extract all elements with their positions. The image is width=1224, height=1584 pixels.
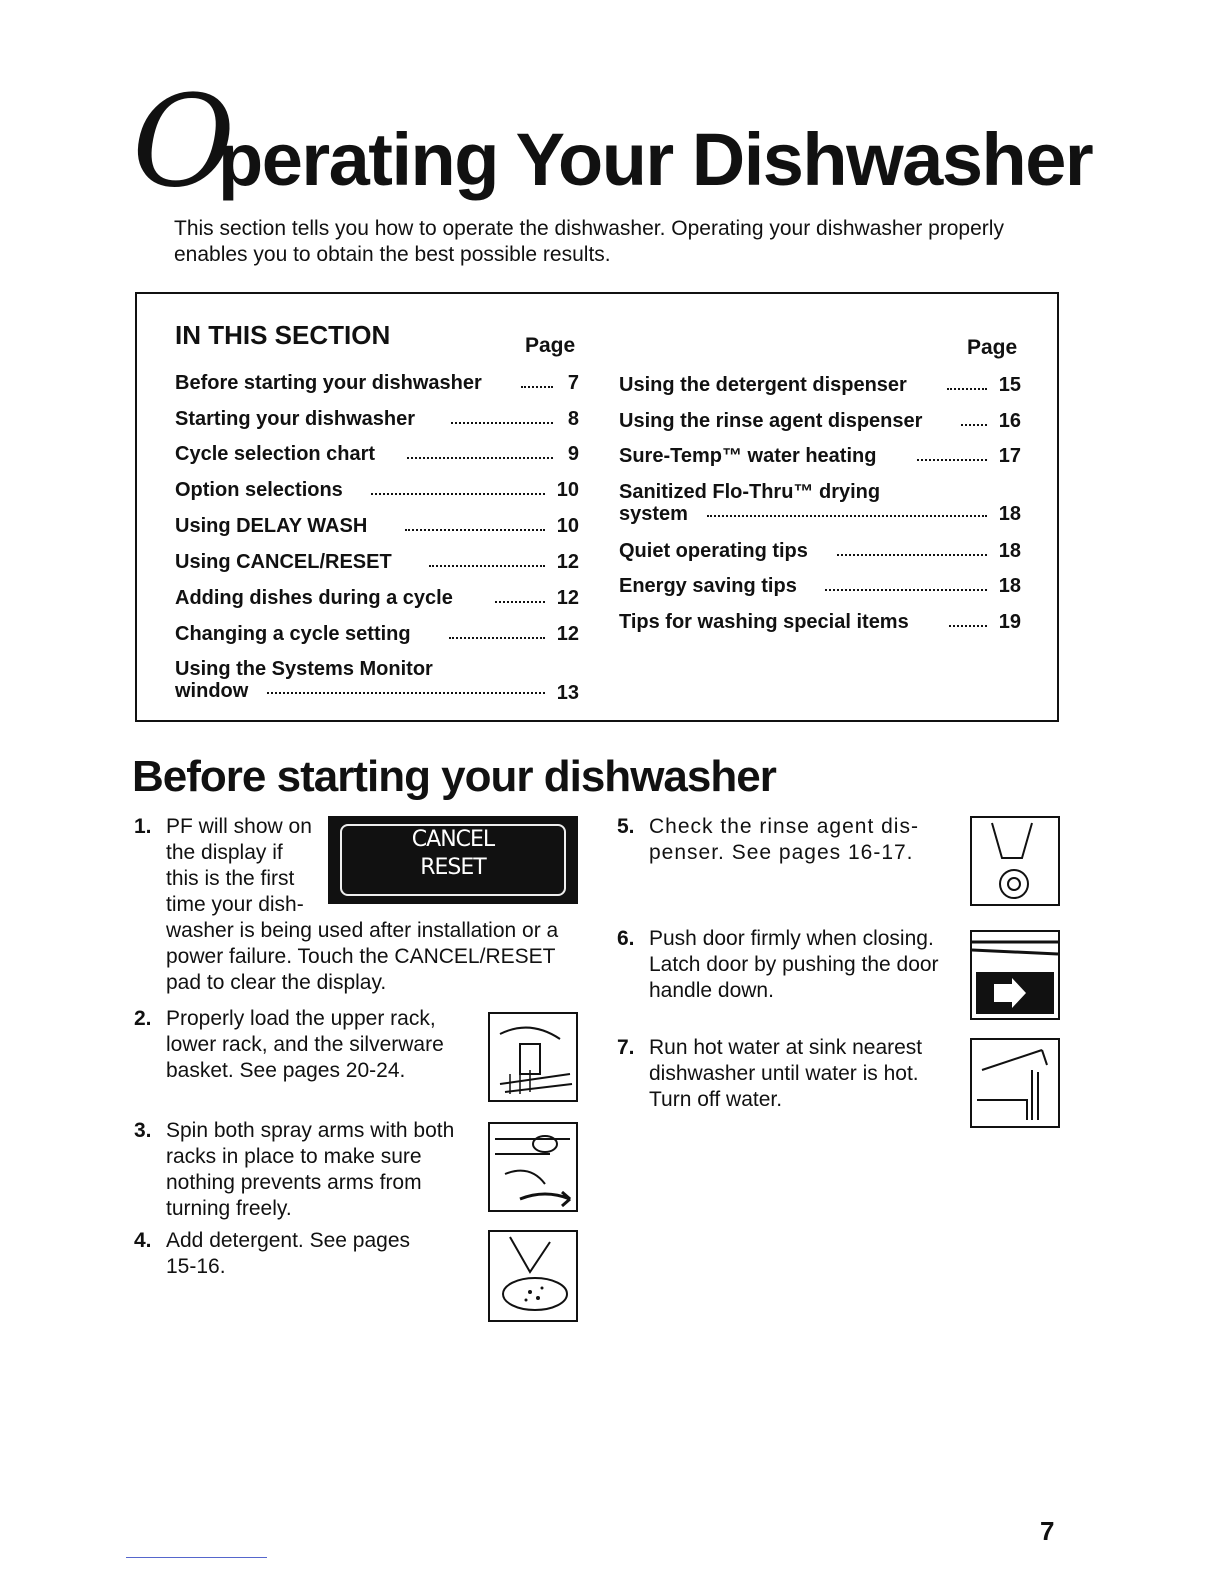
toc-entry-page: 18 xyxy=(998,540,1021,562)
title-text: perating Your Dishwasher xyxy=(218,118,1093,201)
in-this-section-box xyxy=(135,292,1059,722)
step-line: turning freely. xyxy=(166,1197,292,1220)
rinse-agent-icon xyxy=(972,818,1058,904)
toc-entry-page: 10 xyxy=(556,515,579,537)
toc-entry-page: 12 xyxy=(556,587,579,609)
toc-entry-label: Starting your dishwasher xyxy=(175,408,416,430)
toc-entry[interactable] xyxy=(175,658,579,704)
toc-entry[interactable] xyxy=(619,611,1021,634)
toc-entry[interactable] xyxy=(175,443,579,466)
cancel-reset-pad-image xyxy=(328,816,578,904)
toc-page-label-right: Page xyxy=(967,336,1018,359)
toc-entry[interactable] xyxy=(619,575,1021,598)
loading-racks-illustration xyxy=(488,1012,578,1102)
toc-entry[interactable] xyxy=(619,374,1021,397)
toc-entry-label: Cycle selection chart xyxy=(175,443,376,465)
title-initial: O xyxy=(132,68,232,215)
toc-entry-label: Using the rinse agent dispenser xyxy=(619,410,923,432)
step-line: Add detergent. See pages xyxy=(166,1229,411,1252)
section-heading: Before starting your dishwasher xyxy=(132,752,776,801)
toc-entry-page: 9 xyxy=(567,443,579,465)
step-line: Spin both spray arms with both xyxy=(166,1119,455,1142)
toc-entry-label-line2: system xyxy=(619,503,688,525)
toc-entry-page: 17 xyxy=(998,445,1021,467)
step-line: nothing prevents arms from xyxy=(166,1171,422,1194)
detergent-icon xyxy=(490,1232,576,1320)
toc-entry-label: Energy saving tips xyxy=(619,575,797,597)
step-line: dishwasher until water is hot. xyxy=(649,1062,919,1085)
step-line: 15-16. xyxy=(166,1255,226,1278)
toc-entry[interactable] xyxy=(175,408,579,431)
toc-entry-label-line2: window xyxy=(175,680,249,702)
toc-entry-label-line1: Using the Systems Monitor xyxy=(175,658,433,680)
toc-entry[interactable] xyxy=(175,515,579,538)
toc-entry[interactable] xyxy=(175,372,579,395)
step-line: Push door firmly when closing. xyxy=(649,927,934,950)
toc-entry[interactable] xyxy=(619,445,1021,468)
toc-entry-label: Before starting your dishwasher xyxy=(175,372,482,394)
step-line: pad to clear the display. xyxy=(166,971,387,994)
toc-entry-label: Option selections xyxy=(175,479,343,501)
step-number: 2. xyxy=(134,1007,152,1030)
toc-entry[interactable] xyxy=(175,551,579,574)
rack-icon xyxy=(490,1014,576,1100)
faucet-icon xyxy=(972,1040,1058,1126)
toc-entry-label: Tips for washing special items xyxy=(619,611,909,633)
page-number: 7 xyxy=(1040,1516,1055,1546)
step-line: handle down. xyxy=(649,979,774,1002)
step-number: 6. xyxy=(617,927,635,950)
toc-entry-page: 16 xyxy=(998,410,1021,432)
door-latch-illustration xyxy=(970,930,1060,1020)
page-title xyxy=(132,68,1093,215)
step-line: this is the first xyxy=(166,867,295,890)
step-line: Latch door by pushing the door xyxy=(649,953,939,976)
toc-entry[interactable] xyxy=(175,479,579,502)
step-number: 7. xyxy=(617,1036,635,1059)
toc-entry[interactable] xyxy=(619,540,1021,563)
step-line: the display if xyxy=(166,841,283,864)
step-line: Properly load the upper rack, xyxy=(166,1007,436,1030)
step-line: basket. See pages 20-24. xyxy=(166,1059,406,1082)
toc-entry-page: 18 xyxy=(998,575,1021,597)
step-line: racks in place to make sure xyxy=(166,1145,422,1168)
cancel-label: CANCEL xyxy=(411,827,495,852)
step-line: Check the rinse agent dis- xyxy=(649,815,919,838)
toc-entry-page: 8 xyxy=(567,408,579,430)
step-number: 5. xyxy=(617,815,635,838)
toc-entry-page: 15 xyxy=(998,374,1021,396)
step-number: 1. xyxy=(134,815,152,838)
rinse-agent-illustration xyxy=(970,816,1060,906)
toc-entry-page: 7 xyxy=(567,372,579,394)
step-number: 3. xyxy=(134,1119,152,1142)
step-line: Turn off water. xyxy=(649,1088,783,1111)
reset-label: RESET xyxy=(420,855,486,880)
hot-water-illustration xyxy=(970,1038,1060,1128)
toc-entry[interactable] xyxy=(175,623,579,646)
toc-entry-page: 10 xyxy=(556,479,579,501)
toc-heading: IN THIS SECTION xyxy=(175,320,391,350)
toc-entry-label: Using DELAY WASH xyxy=(175,515,368,537)
door-icon xyxy=(972,932,1058,1018)
step-line: PF will show on xyxy=(166,815,312,838)
step-number: 4. xyxy=(134,1229,152,1252)
detergent-illustration xyxy=(488,1230,578,1322)
toc-entry-page: 19 xyxy=(998,611,1021,633)
toc-entry[interactable] xyxy=(619,481,1021,524)
toc-entry-label: Sure-Temp™ water heating xyxy=(619,445,877,467)
step-line: time your dish- xyxy=(166,893,304,916)
toc-page-label-left: Page xyxy=(525,334,576,357)
toc-entry-label-line1: Sanitized Flo-Thru™ drying xyxy=(619,481,881,503)
spray-arm-icon xyxy=(490,1124,576,1210)
toc-entry-page: 18 xyxy=(998,503,1021,525)
toc-entry-page: 12 xyxy=(556,623,579,645)
step-line: washer is being used after installation or a xyxy=(166,919,559,942)
toc-entry-page: 13 xyxy=(556,682,579,704)
step-line: power failure. Touch the CANCEL/RESET xyxy=(166,945,556,968)
toc-entry-page: 12 xyxy=(556,551,579,573)
spray-arm-illustration xyxy=(488,1122,578,1212)
intro-paragraph: This section tells you how to operate the dishwasher. Operating your dishwasher properly enables you to obtain the best possible results. xyxy=(174,217,1004,266)
footer-divider xyxy=(126,1557,267,1558)
toc-entry[interactable] xyxy=(175,587,579,610)
step-line: penser. See pages 16-17. xyxy=(649,841,914,864)
toc-entry[interactable] xyxy=(619,410,1021,433)
toc-entry-label: Using the detergent dispenser xyxy=(619,374,907,396)
toc-entry-label: Changing a cycle setting xyxy=(175,623,411,645)
toc-entry-label: Adding dishes during a cycle xyxy=(175,587,453,609)
step-line: Run hot water at sink nearest xyxy=(649,1036,923,1059)
step-line: lower rack, and the silverware xyxy=(166,1033,444,1056)
toc-entry-label: Using CANCEL/RESET xyxy=(175,551,392,573)
toc-entry-label: Quiet operating tips xyxy=(619,540,808,562)
